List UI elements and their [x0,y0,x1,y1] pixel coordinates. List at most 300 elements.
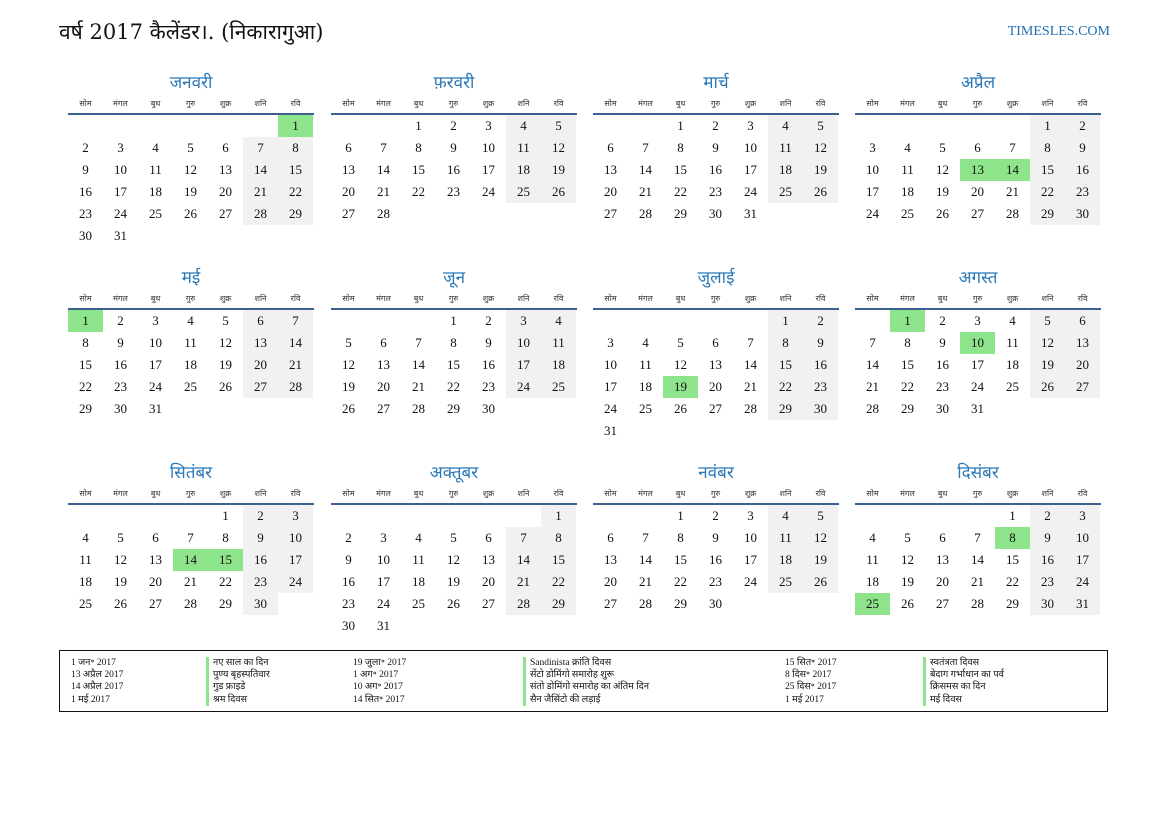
day-cell: 21 [1006,184,1019,199]
day-cell: 24 [744,184,757,199]
day-cell: 2 [1030,505,1065,527]
day-cell: 19 [342,379,355,394]
day-cell: 22 [412,184,425,199]
weekday-label: बुध [150,489,161,498]
day-cell: 28 [412,401,425,416]
day-cell: 14 [639,162,652,177]
day-cell: 25 [149,206,162,221]
day-cell: 5 [187,140,194,155]
day-cell: 26 [114,596,127,611]
legend-names [523,657,649,706]
day-cell: 11 [866,552,879,567]
day-cell: 20 [342,184,355,199]
holiday-day: 25 [855,593,890,615]
day-cell: 18 [506,159,541,181]
day-cell: 6 [152,530,159,545]
day-cell: 18 [901,184,914,199]
weekday-label: गुरु [185,294,196,303]
day-cell: 10 [506,332,541,354]
weekday-label: बुध [675,294,686,303]
day-cell: 7 [974,530,981,545]
day-cell: 26 [936,206,949,221]
day-cell: 3 [380,530,387,545]
day-cell: 11 [149,162,162,177]
weekday-label: बुध [150,294,161,303]
day-cell: 30 [1030,593,1065,615]
weekday-label: शनि [254,489,267,498]
day-cell: 3 [152,313,159,328]
weekday-label: गुरु [448,489,459,498]
day-cell: 4 [415,530,422,545]
day-cell: 2 [712,118,719,133]
month-name: फ़रवरी [433,73,475,93]
day-cell: 18 [412,574,425,589]
day-cell: 27 [377,401,390,416]
legend-dates [71,657,123,706]
weekday-label: शनि [254,294,267,303]
day-cell: 30 [936,401,949,416]
day-cell: 20 [936,574,949,589]
day-cell: 27 [709,401,722,416]
weekday-label: शुक्र [482,489,495,498]
legend-holiday-name: नए साल का दिन [206,657,270,669]
weekday-label: शुक्र [1006,294,1019,303]
day-cell: 9 [450,140,457,155]
day-cell: 21 [243,181,278,203]
day-cell: 21 [866,379,879,394]
day-cell: 28 [866,401,879,416]
day-cell: 28 [1006,206,1019,221]
weekday-label: मंगल [113,99,128,108]
day-cell: 29 [768,398,803,420]
day-cell: 30 [803,398,838,420]
day-cell: 5 [450,530,457,545]
weekday-label: रवि [815,489,826,498]
day-grid [855,115,1101,247]
day-cell: 22 [278,181,313,203]
day-cell: 22 [1006,574,1019,589]
day-cell: 2 [117,313,124,328]
day-cell: 28 [639,206,652,221]
day-cell: 20 [243,354,278,376]
day-cell: 20 [604,574,617,589]
day-cell: 3 [117,140,124,155]
weekday-header [68,486,314,505]
day-cell: 22 [219,574,232,589]
day-cell: 1 [415,118,422,133]
month-name: अप्रैल [960,73,996,93]
weekday-label: रवि [290,294,301,303]
day-cell: 11 [768,137,803,159]
holiday-day: 1 [278,115,313,137]
day-cell: 25 [184,379,197,394]
day-cell: 2 [1065,115,1100,137]
weekday-label: सोम [866,99,879,108]
day-cell: 23 [803,376,838,398]
day-cell: 12 [541,137,576,159]
site-link[interactable]: TIMESLES.COM [1007,24,1110,39]
day-cell: 6 [380,335,387,350]
weekday-label: रवि [290,99,301,108]
weekday-label: सोम [604,99,617,108]
day-cell: 15 [412,162,425,177]
day-cell: 27 [482,596,495,611]
weekday-label: बुध [675,99,686,108]
weekday-label: गुरु [972,99,983,108]
legend-date: 14 सित॰ 2017 [353,694,405,705]
day-cell: 10 [278,527,313,549]
weekday-label: बुध [675,489,686,498]
legend-date: 1 अग॰ 2017 [353,670,399,681]
day-cell: 20 [219,184,232,199]
day-cell: 4 [869,530,876,545]
weekday-label: मंगल [638,294,653,303]
day-cell: 26 [1030,376,1065,398]
day-cell: 25 [768,571,803,593]
day-cell: 11 [901,162,914,177]
weekday-label: मंगल [900,99,915,108]
legend-holiday-name: सैन जैसिंटो की लड़ाई [523,694,649,706]
day-cell: 30 [1065,203,1100,225]
holiday-day: 1 [890,310,925,332]
day-cell: 14 [639,552,652,567]
day-cell: 11 [541,332,576,354]
legend-holiday-name: संतो डोमिंगो समारोह का अंतिम दिन [523,681,649,693]
day-cell: 30 [342,618,355,633]
day-cell: 19 [114,574,127,589]
month-block [331,70,577,247]
day-cell: 1 [222,508,229,523]
holiday-day: 15 [208,549,243,571]
day-cell: 25 [768,181,803,203]
day-cell: 2 [712,508,719,523]
weekday-label: बुध [150,99,161,108]
day-cell: 4 [768,115,803,137]
day-cell: 4 [152,140,159,155]
weekday-label: गुरु [972,294,983,303]
day-cell: 23 [342,596,355,611]
weekday-header [331,291,577,310]
day-cell: 8 [278,137,313,159]
day-cell: 5 [803,505,838,527]
day-cell: 6 [939,530,946,545]
day-cell: 20 [149,574,162,589]
day-cell: 17 [114,184,127,199]
day-cell: 11 [506,137,541,159]
day-cell: 4 [187,313,194,328]
holiday-legend [59,650,1108,712]
legend-date: 1 मई 2017 [71,694,110,705]
day-cell: 19 [447,574,460,589]
weekday-label: बुध [413,99,424,108]
legend-date: 19 जुला॰ 2017 [353,658,407,668]
day-cell: 11 [412,552,425,567]
day-cell: 23 [1065,181,1100,203]
weekday-label: गुरु [710,99,721,108]
legend-holiday-name: गुड फ्राइडे [206,681,270,693]
month-block [331,265,577,442]
day-grid [855,505,1101,637]
month-block [855,265,1101,442]
holiday-day: 1 [68,310,103,332]
weekday-label: मंगल [900,489,915,498]
day-cell: 27 [243,376,278,398]
month-name: सितंबर [169,463,213,483]
month-name: नवंबर [698,463,734,483]
day-cell: 25 [1006,379,1019,394]
day-cell: 8 [415,140,422,155]
day-cell: 19 [803,159,838,181]
day-cell: 21 [377,184,390,199]
day-cell: 1 [677,508,684,523]
day-cell: 12 [447,552,460,567]
day-cell: 18 [149,184,162,199]
weekday-label: रवि [815,294,826,303]
weekday-label: रवि [815,99,826,108]
day-cell: 16 [114,357,127,372]
day-cell: 3 [869,140,876,155]
day-cell: 6 [974,140,981,155]
day-cell: 15 [1006,552,1019,567]
day-cell: 11 [768,527,803,549]
day-cell: 3 [974,313,981,328]
weekday-label: शनि [779,489,792,498]
day-cell: 3 [747,118,754,133]
weekday-label: शनि [1041,489,1054,498]
day-cell: 5 [1030,310,1065,332]
month-block [331,460,577,637]
weekday-label: मंगल [376,99,391,108]
weekday-label: शुक्र [744,294,757,303]
weekday-label: शुक्र [219,489,232,498]
day-cell: 12 [674,357,687,372]
month-name: जून [442,268,466,288]
day-cell: 5 [904,530,911,545]
day-cell: 24 [1065,571,1100,593]
day-cell: 18 [768,549,803,571]
day-cell: 17 [744,162,757,177]
day-cell: 15 [901,357,914,372]
day-cell: 16 [342,574,355,589]
day-cell: 14 [971,552,984,567]
day-cell: 26 [901,596,914,611]
day-cell: 23 [114,379,127,394]
legend-date: 13 अप्रैल 2017 [71,670,124,681]
weekday-label: बुध [937,99,948,108]
day-cell: 28 [278,376,313,398]
legend-date: 1 जन॰ 2017 [71,658,116,668]
day-cell: 3 [747,508,754,523]
day-cell: 1 [450,313,457,328]
weekday-label: मंगल [376,489,391,498]
day-cell: 3 [485,118,492,133]
day-cell: 24 [604,401,617,416]
day-cell: 27 [971,206,984,221]
day-cell: 23 [447,184,460,199]
day-cell: 15 [79,357,92,372]
day-cell: 29 [674,596,687,611]
day-cell: 12 [803,137,838,159]
day-cell: 24 [278,571,313,593]
weekday-label: शनि [779,294,792,303]
day-cell: 15 [278,159,313,181]
day-cell: 23 [709,574,722,589]
day-cell: 9 [485,335,492,350]
holiday-day: 8 [995,527,1030,549]
day-cell: 22 [447,379,460,394]
day-cell: 26 [541,181,576,203]
legend-holiday-name: मई दिवस [923,694,1004,706]
day-cell: 24 [971,379,984,394]
page-title: वर्ष 2017 कैलेंडर।. (निकारागुआ) [59,20,324,44]
day-cell: 8 [541,527,576,549]
day-cell: 7 [415,335,422,350]
day-cell: 7 [187,530,194,545]
weekday-label: सोम [342,294,355,303]
day-cell: 21 [744,379,757,394]
day-cell: 24 [744,574,757,589]
day-cell: 15 [447,357,460,372]
day-cell: 21 [412,379,425,394]
day-cell: 30 [79,228,92,243]
day-cell: 25 [79,596,92,611]
day-cell: 10 [744,530,757,545]
day-cell: 24 [149,379,162,394]
day-cell: 17 [1065,549,1100,571]
day-grid [593,505,839,637]
day-cell: 18 [1006,357,1019,372]
weekday-label: शुक्र [744,99,757,108]
day-cell: 29 [447,401,460,416]
day-cell: 4 [82,530,89,545]
day-cell: 3 [506,310,541,332]
day-cell: 31 [377,618,390,633]
weekday-label: रवि [553,294,564,303]
legend-holiday-name: स्वतंत्रता दिवस [923,657,1004,669]
day-cell: 10 [114,162,127,177]
day-cell: 15 [541,549,576,571]
day-cell: 13 [936,552,949,567]
day-cell: 30 [482,401,495,416]
weekday-label: शुक्र [744,489,757,498]
weekday-label: मंगल [638,489,653,498]
day-cell: 16 [709,162,722,177]
month-name: दिसंबर [957,463,999,483]
day-cell: 26 [803,181,838,203]
day-cell: 6 [712,335,719,350]
legend-holiday-name: बेदाग गर्भाधान का पर्व [923,669,1004,681]
day-cell: 16 [1065,159,1100,181]
day-cell: 15 [768,354,803,376]
day-cell: 21 [278,354,313,376]
day-cell: 4 [768,505,803,527]
weekday-header [593,291,839,310]
day-cell: 30 [243,593,278,615]
day-cell: 26 [803,571,838,593]
day-cell: 18 [639,379,652,394]
day-cell: 31 [114,228,127,243]
day-cell: 22 [541,571,576,593]
day-cell: 14 [744,357,757,372]
day-cell: 21 [971,574,984,589]
weekday-label: गुरु [185,489,196,498]
weekday-header [68,291,314,310]
day-cell: 4 [541,310,576,332]
day-cell: 20 [1065,354,1100,376]
day-cell: 11 [184,335,197,350]
weekday-label: मंगल [113,294,128,303]
day-cell: 28 [377,206,390,221]
day-cell: 10 [744,140,757,155]
day-cell: 1 [541,505,576,527]
month-block [593,70,839,247]
day-cell: 9 [243,527,278,549]
day-cell: 7 [1009,140,1016,155]
day-cell: 13 [243,332,278,354]
day-cell: 20 [604,184,617,199]
day-cell: 1 [1009,508,1016,523]
day-cell: 2 [82,140,89,155]
day-cell: 18 [79,574,92,589]
weekday-label: बुध [937,294,948,303]
legend-date: 14 अप्रैल 2017 [71,682,124,693]
day-cell: 21 [506,571,541,593]
legend-holiday-name: सेंटो डोमिंगो समारोह शुरू [523,669,649,681]
weekday-label: शनि [517,294,530,303]
day-cell: 26 [674,401,687,416]
day-cell: 8 [904,335,911,350]
day-cell: 7 [642,140,649,155]
month-name: जुलाई [697,268,735,288]
month-block [68,265,314,442]
day-cell: 13 [377,357,390,372]
weekday-label: गुरु [448,99,459,108]
weekday-label: शुक्र [482,99,495,108]
month-block [68,460,314,637]
day-cell: 31 [149,401,162,416]
legend-names [206,657,270,706]
day-cell: 29 [79,401,92,416]
weekday-label: शनि [779,99,792,108]
day-cell: 17 [482,162,495,177]
day-cell: 10 [1065,527,1100,549]
weekday-label: मंगल [638,99,653,108]
day-cell: 2 [345,530,352,545]
day-cell: 6 [607,140,614,155]
day-cell: 12 [114,552,127,567]
weekday-label: गुरु [972,489,983,498]
legend-dates [353,657,406,706]
day-cell: 25 [639,401,652,416]
holiday-day: 19 [663,376,698,398]
day-cell: 20 [971,184,984,199]
day-cell: 5 [939,140,946,155]
day-cell: 16 [447,162,460,177]
day-cell: 13 [219,162,232,177]
day-cell: 8 [450,335,457,350]
day-cell: 10 [377,552,390,567]
weekday-label: मंगल [376,294,391,303]
weekday-header [855,291,1101,310]
day-cell: 2 [939,313,946,328]
day-cell: 2 [450,118,457,133]
day-cell: 4 [642,335,649,350]
day-cell: 11 [639,357,652,372]
day-cell: 10 [604,357,617,372]
month-name: अगस्त [958,268,998,288]
day-cell: 30 [709,206,722,221]
weekday-label: गुरु [448,294,459,303]
